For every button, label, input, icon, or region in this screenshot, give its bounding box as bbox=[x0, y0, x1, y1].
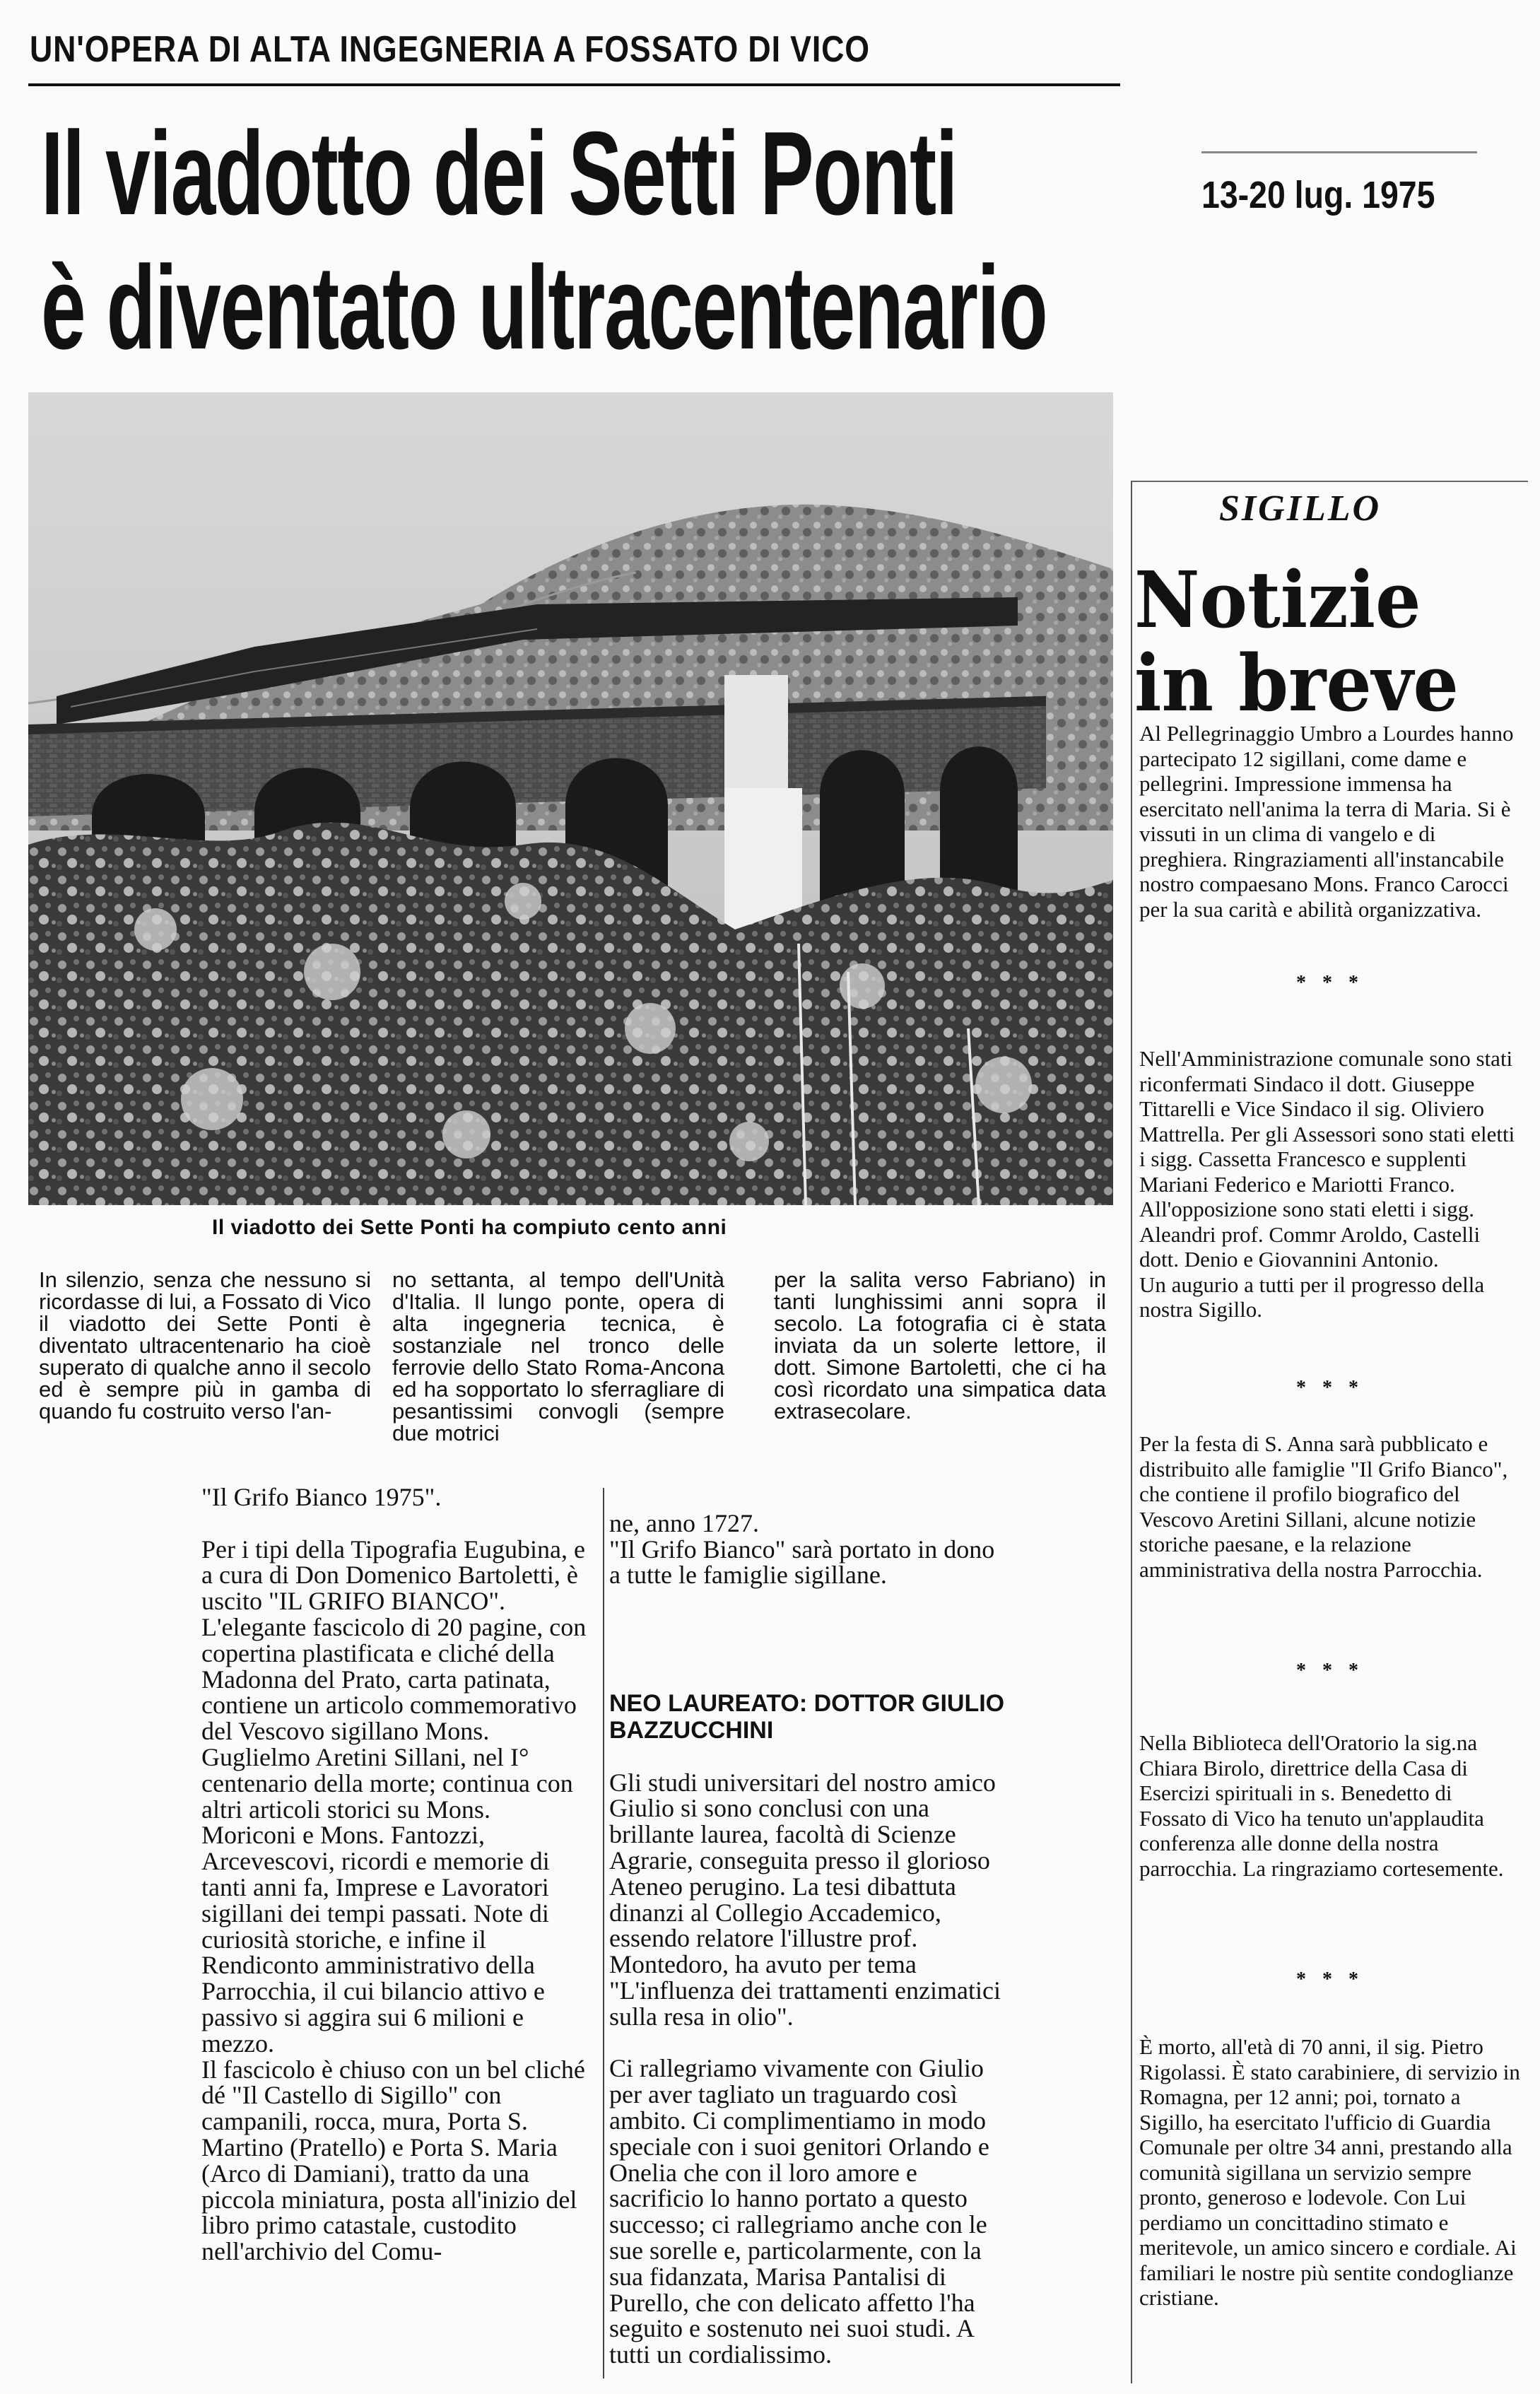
article-kicker: UN'OPERA DI ALTA INGEGNERIA A FOSSATO DI VICO bbox=[30, 29, 870, 70]
article-column-2: no settanta, al tempo dell'Unità d'Italia. Il lungo ponte, opera di alta ingegneria tecnica, è sostanziale nel tronco delle ferrovie dello Stato Roma-Ancona ed ha sopportato lo sferragliare di pesantissimi convogli (sempre due motrici bbox=[392, 1267, 724, 1445]
news-item: Per la festa di S. Anna sarà pubblicato e distribuito alle famiglie "Il Grifo Bianco", che contiene il profilo biografico del Vescovo Aretini Sillani, alcune notizie storiche paesane, e la relazione amministrativa della nostra Parrocchia. bbox=[1139, 1431, 1508, 1582]
headline bbox=[41, 106, 1129, 375]
viaduct-photo-drawing bbox=[28, 392, 1113, 1205]
grifo-bianco-continuation: ne, anno 1727. "Il Grifo Bianco" sarà portato in dono a tutte le famiglie sigillane. bbox=[609, 1508, 995, 1590]
photo-caption: Il viadotto dei Sette Ponti ha compiuto cento anni bbox=[212, 1216, 727, 1239]
date-rule bbox=[1201, 151, 1477, 153]
news-item: Nell'Amministrazione comunale sono stati riconfermati Sindaco il dott. Giuseppe Tittarelli e Vice Sindaco il sig. Oliviero Mattrella. Per gli Assessori sono stati eletti i sigg. Cassetta Francesco e supplenti Mariani Federico e Mariotti Franco. All'opposizione sono stati eletti i sigg. Aleandri prof. Commr Aroldo, Castelli dott. Denio e Giovannini Antonio. Un augurio a tutti per il progresso della nostra Sigillo. bbox=[1139, 1046, 1515, 1322]
news-item: Nella Biblioteca dell'Oratorio la sig.na Chiara Birolo, direttrice della Casa di Esercizi spirituali in s. Benedetto di Fossato di Vico ha tenuto un'applaudita conferenza alle donne della nostra parrocchia. La ringraziamo cortesemente. bbox=[1139, 1730, 1504, 1881]
article-column-3: per la salita verso Fabriano) in tanti lunghissimi anni sopra il secolo. La fotografia ci è stata inviata da un solerte lettore, il dott. Simone Bartoletti, che ci ha così ricordato una simpatica data extrasecolare. bbox=[774, 1267, 1106, 1424]
grifo-bianco-article: "Il Grifo Bianco 1975". Per i tipi della Tipografia Eugubina, e a cura di Don Domenico Bartoletti, è uscito "IL GRIFO BIANCO". L'elegante fascicolo di 20 pagine, con copertina plastificata e cliché della Madonna del Prato, carta patinata, contiene un articolo commemorativo del Vescovo sigillano Mons. Guglielmo Aretini Sillani, nel I° centenario della morte; continua con altri articoli storici su Mons. Moriconi e Mons. Fantozzi, Arcevescovi, ricordi e memorie di tanti anni fa, Imprese e Lavoratori sigillani dei tempi passati. Note di curiosità storiche, e infine il Rendiconto amministrativo della Parrocchia, il cui bilancio attivo e passivo si aggira sui 6 milioni e mezzo. Il fascicolo è chiuso con un bel cliché dé "Il Castello di Sigillo" con campanili, rocca, mura, Porta S. Martino (Pratello) e Porta S. Maria (Arco di Damiani), tratto da una piccola miniatura, posta all'inizio del libro primo catastale, custodito nell'archivio del Comu- bbox=[201, 1483, 587, 2266]
publication-date: 13-20 lug. 1975 bbox=[1201, 174, 1435, 216]
sigillo-kicker: SIGILLO bbox=[1219, 488, 1382, 529]
headline-line-2: è diventato ultracentenario bbox=[41, 241, 1047, 374]
news-item: È morto, all'età di 70 anni, il sig. Pietro Rigolassi. È stato carabiniere, di servizio in Romagna, per 12 anni; poi, tornato a Sigillo, ha esercitato l'ufficio di Guardia Comunale per oltre 34 anni, prestando alla comunità sigillana un servizio sempre pronto, generoso e lodevole. Con Lui perdiamo un concittadino stimato e meritevole, un amico sincero e cordiale. Ai familiari le nostre più sentite condoglianze cristiane. bbox=[1139, 2034, 1520, 2310]
viaduct-photo bbox=[28, 392, 1113, 1205]
news-separator: * * * bbox=[1296, 1968, 1364, 1990]
news-separator: * * * bbox=[1296, 972, 1364, 994]
neo-laureato-text: Gli studi universitari del nostro amico Giulio si sono conclusi con una brillante laurea, facoltà di Scienze Agrarie, conseguita presso il glorioso Ateneo perugino. La tesi dibattuta dinanzi al Collegio Accademico, essendo relatore l'illustre prof. Montedoro, ha avuto per tema "L'influenza dei trattamenti enzimatici sulla resa in olio". Ci rallegriamo vivamente con Giulio per aver tagliato un traguardo così ambito. Ci complimentiamo in modo speciale con i suoi genitori Orlando e Onelia che con il loro amore e sacrificio lo hanno portato a questo successo; ci rallegriamo anche con le sue sorelle e, particolarmente, con la sua fidanzata, Marisa Pantalisi di Purello, che con delicato affetto l'ha seguito e sostenuto nei suoi studi. A tutti un cordialissimo. bbox=[609, 1768, 1001, 2369]
neo-laureato-title: NEO LAUREATO: DOTTOR GIULIO BAZZUCCHINI bbox=[609, 1689, 1005, 1744]
article-column-1: In silenzio, senza che nessuno si ricordasse di lui, a Fossato di Vico il viadotto dei Sette Ponti è diventato ultracentenario ha cioè superato di qualche anno il secolo ed è sempre più in gamba di quando fu costruito verso l'an- bbox=[39, 1267, 371, 1424]
kicker-rule bbox=[28, 83, 1120, 86]
news-item: Al Pellegrinaggio Umbro a Lourdes hanno partecipato 12 sigillani, come dame e pellegrini. Impressione immensa ha esercitato nell'anima la terra di Maria. Si è vissuti in un clima di vangelo e di preghiera. Ringraziamenti all'instancabile nostro compaesano Mons. Franco Carocci per la sua carità e abilità organizzativa. bbox=[1139, 721, 1514, 922]
news-separator: * * * bbox=[1296, 1660, 1364, 1682]
column-divider bbox=[603, 1488, 604, 2378]
headline-line-1: Il viadotto dei Setti Ponti bbox=[41, 107, 958, 240]
news-separator: * * * bbox=[1296, 1377, 1364, 1399]
right-bottom-column bbox=[609, 1484, 1005, 2394]
notizie-title: Notizie in breve bbox=[1134, 554, 1459, 729]
